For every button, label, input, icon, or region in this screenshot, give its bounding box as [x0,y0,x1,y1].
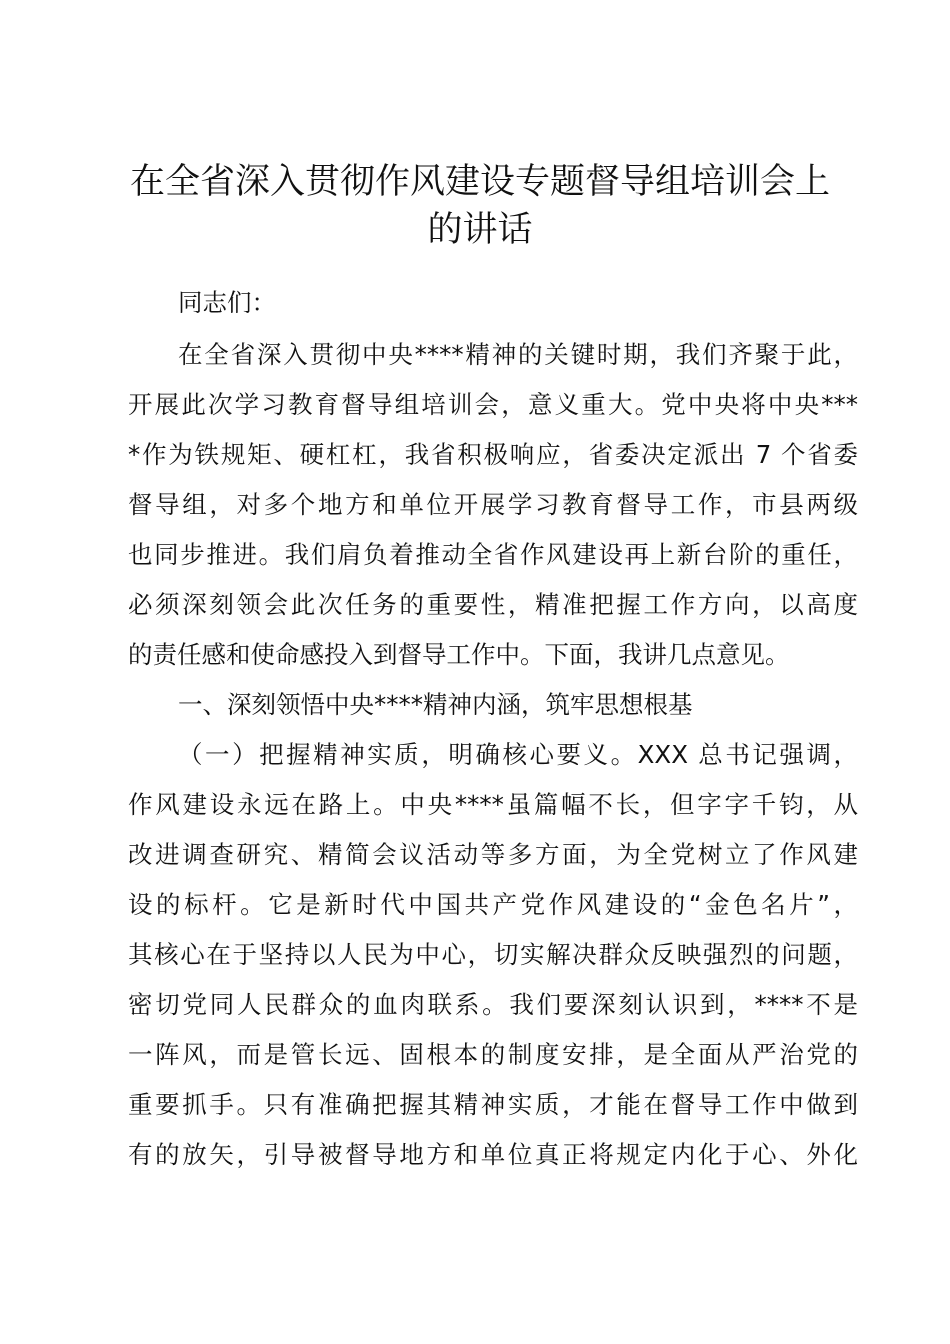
body-line: 其核心在于坚持以人民为中心，切实解决群众反映强烈的问题， [128,940,858,969]
body-line: 开展此次学习教育督导组培训会，意义重大。党中央将中央*** [128,390,858,419]
salutation: 同志们： [178,288,276,317]
body-line: 改进调查研究、精简会议活动等多方面，为全党树立了作风建 [128,840,858,869]
body-line: 密切党同人民群众的血肉联系。我们要深刻认识到，****不是 [128,990,858,1019]
body-line: 必须深刻领会此次任务的重要性，精准把握工作方向，以高度 [128,590,858,619]
body-line: 有的放矢，引导被督导地方和单位真正将规定内化于心、外化 [128,1140,858,1169]
subsection-heading-line: （一）把握精神实质，明确核心要义。XXX 总书记强调， [178,740,858,769]
document-title-line-1: 在全省深入贯彻作风建设专题督导组培训会上 [129,162,830,202]
body-line: 的责任感和使命感投入到督导工作中。下面，我讲几点意见。 [128,640,790,669]
body-line: 也同步推进。我们肩负着推动全省作风建设再上新台阶的重任， [128,540,858,569]
body-line: *作为铁规矩、硬杠杠，我省积极响应，省委决定派出 7 个省委 [128,440,858,469]
section-heading: 一、深刻领悟中央****精神内涵，筑牢思想根基 [178,690,693,719]
body-line: 设的标杆。它是新时代中国共产党作风建设的“金色名片”， [128,890,858,919]
body-line: 作风建设永远在路上。中央****虽篇幅不长，但字字千钧，从 [128,790,858,819]
body-line: 在全省深入贯彻中央****精神的关键时期，我们齐聚于此， [178,340,858,369]
body-line: 一阵风，而是管长远、固根本的制度安排，是全面从严治党的 [128,1040,858,1069]
body-line: 督导组，对多个地方和单位开展学习教育督导工作，市县两级 [128,490,858,519]
document-title-line-2: 的讲话 [427,210,533,250]
body-line: 重要抓手。只有准确把握其精神实质，才能在督导工作中做到 [128,1090,858,1119]
